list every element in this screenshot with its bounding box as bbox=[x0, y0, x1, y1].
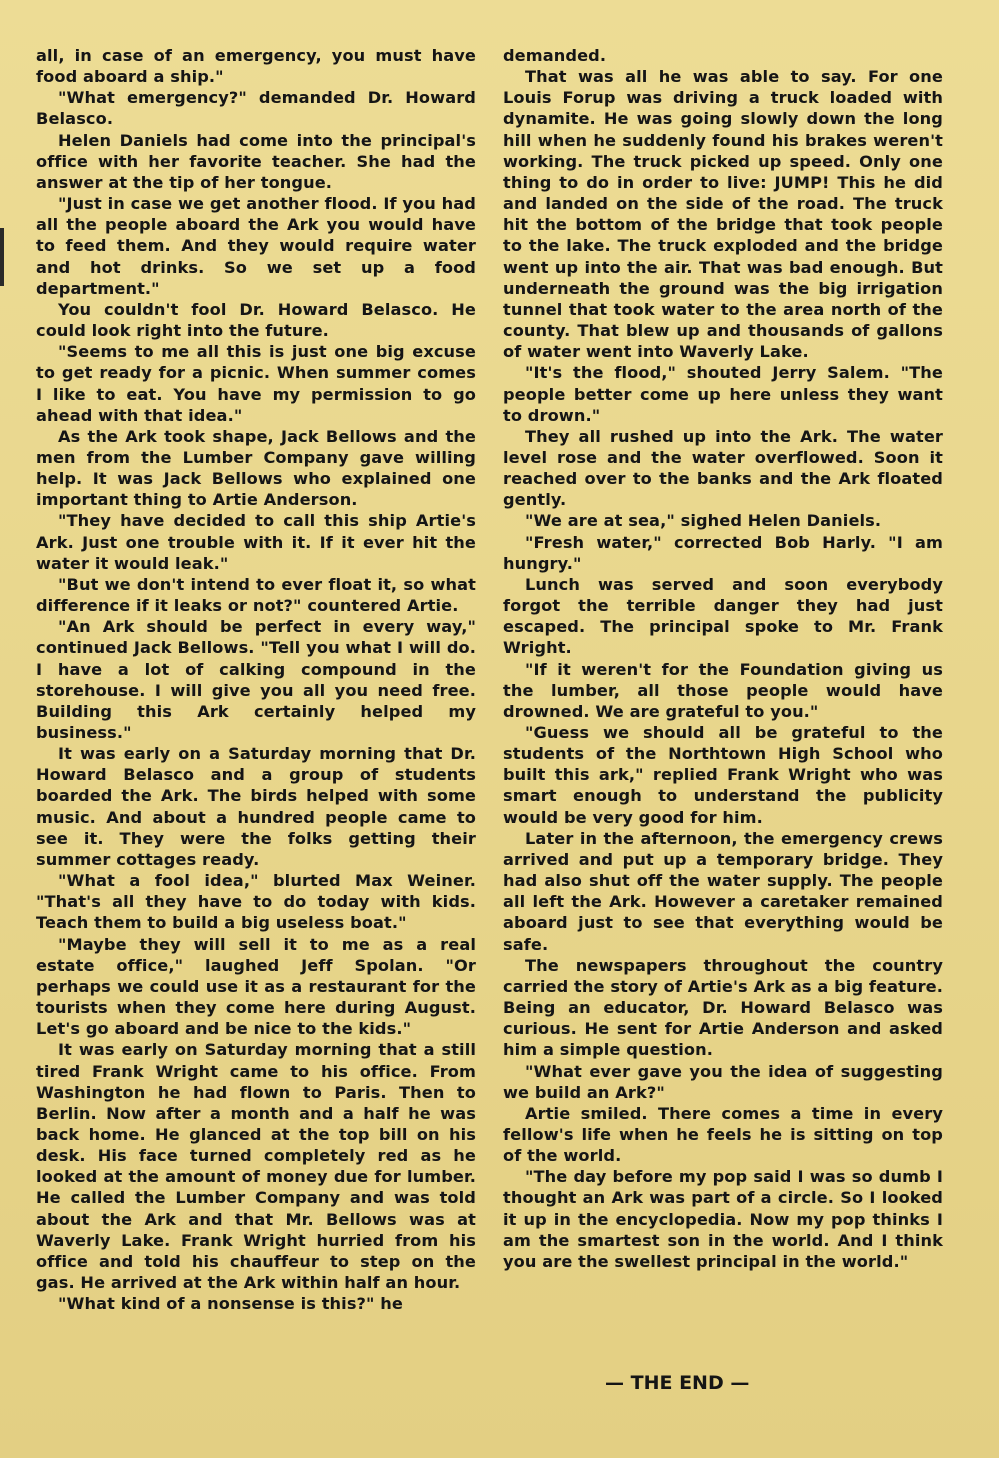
paragraph: "It's the flood," shouted Jerry Salem. "The people better come up here unless they want to drown." bbox=[503, 363, 943, 425]
paragraph: As the Ark took shape, Jack Bellows and the men from the Lumber Company gave willing help. It was Jack Bellows who explained one important thing to Artie Anderson. bbox=[36, 426, 476, 510]
paragraph: Helen Daniels had come into the principal's office with her favorite teacher. She had the answer at the tip of her tongue. bbox=[36, 130, 476, 192]
paragraph: "An Ark should be perfect in every way," continued Jack Bellows. "Tell you what I will do. I have a lot of calking compound in the storehouse. I will give you all you need free. Building this Ark certainly helped my business." bbox=[36, 617, 476, 742]
paragraph: Artie smiled. There comes a time in every fellow's life when he feels he is sitting on top of the world. bbox=[503, 1103, 943, 1166]
paragraph: "But we don't intend to ever float it, so what difference if it leaks or not?" countered Artie. bbox=[36, 574, 476, 616]
paragraph: You couldn't fool Dr. Howard Belasco. He could look right into the future. bbox=[36, 299, 476, 341]
paragraph: "We are at sea," sighed Helen Daniels. bbox=[525, 511, 882, 531]
paragraph: Later in the afternoon, the emergency crews arrived and put up a temporary bridge. They had also shut off the water supply. The people all left the Ark. However a caretaker remained aboard just to see that everything would be safe. bbox=[503, 828, 943, 954]
paragraph: "Seems to me all this is just one big excuse to get ready for a picnic. When summer comes I like to eat. You have my permission to go ahead with that idea." bbox=[36, 342, 476, 425]
paragraph: "Fresh water," corrected Bob Harly. "I am hungry." bbox=[503, 532, 943, 573]
paragraph: "What kind of a nonsense is this?" he bbox=[58, 1294, 404, 1314]
right-column bbox=[503, 45, 943, 1272]
paragraph: "Guess we should all be grateful to the students of the Northtown High School who built this ark," replied Frank Wright who was smart enough to understand the publicity would be very good for him. bbox=[503, 723, 943, 827]
paragraph: It was early on a Saturday morning that Dr. Howard Belasco and a group of students boarded the Ark. The birds helped with some music. And about a hundred people came to see it. They were the folks getting their summer cottages ready. bbox=[36, 744, 476, 869]
paragraph: "They have decided to call this ship Artie's Ark. Just one trouble with it. If it ever hit the water it would leak." bbox=[36, 511, 476, 573]
paragraph: demanded. bbox=[503, 46, 607, 65]
paragraph: "Maybe they will sell it to me as a real estate office," laughed Jeff Spolan. "Or perhaps we could use it as a restaurant for the tourists when they come here during August. Let's go aboard and be nice to the kids." bbox=[36, 934, 476, 1039]
paragraph: "Just in case we get another flood. If you had all the people aboard the Ark you would have to feed them. And they would require water and hot drinks. So we set up a food department." bbox=[36, 194, 476, 298]
the-end-label: — THE END — bbox=[605, 1372, 750, 1394]
left-column bbox=[36, 45, 476, 1314]
binding-mark bbox=[0, 228, 4, 286]
paragraph: Lunch was served and soon everybody forgot the terrible danger they had just escaped. The principal spoke to Mr. Frank Wright. bbox=[503, 574, 943, 658]
paragraph: They all rushed up into the Ark. The water level rose and the water overflowed. Soon it reached over to the banks and the Ark floated gently. bbox=[503, 426, 943, 510]
paragraph: It was early on Saturday morning that a still tired Frank Wright came to his office. From Washington he had flown to Paris. Then to Berlin. Now after a month and a half he was back home. He glanced at the top bill on his desk. His face turned completely red as he looked at the amount of money due for lumber. He called the Lumber Company and was told about the Ark and that Mr. Bellows was at Waverly Lake. Frank Wright hurried from his office and told his chauffeur to step on the gas. He arrived at the Ark within half an hour. bbox=[36, 1040, 476, 1293]
paragraph: "What ever gave you the idea of suggesting we build an Ark?" bbox=[503, 1061, 943, 1102]
paragraph: "If it weren't for the Foundation giving us the lumber, all those people would have drowned. We are grateful to you." bbox=[503, 659, 943, 721]
paragraph: The newspapers throughout the country carried the story of Artie's Ark as a big feature. Being an educator, Dr. Howard Belasco was curious. He sent for Artie Anderson and asked him a simple question. bbox=[503, 955, 943, 1060]
paragraph: all, in case of an emergency, you must have food aboard a ship." bbox=[36, 46, 476, 87]
paragraph: That was all he was able to say. For one Louis Forup was driving a truck loaded with dynamite. He was going slowly down the long hill when he suddenly found his brakes weren't working. The truck picked up speed. Only one thing to do in order to live: JUMP! This he did and landed on the side of the road. The truck hit the bottom of the bridge that took people to the lake. The truck exploded and the bridge went up into the air. That was bad enough. But underneath the ground was the big irrigation tunnel that took water to the area north of the county. That blew up and thousands of gallons of water went into Waverly Lake. bbox=[503, 67, 943, 362]
paragraph: "The day before my pop said I was so dumb I thought an Ark was part of a circle. So I looked it up in the encyclopedia. Now my pop thinks I am the smartest son in the world. And I think you are the swellest principal in the world." bbox=[503, 1167, 943, 1271]
paragraph: "What emergency?" demanded Dr. Howard Belasco. bbox=[36, 88, 476, 129]
paragraph: "What a fool idea," blurted Max Weiner. "That's all they have to do today with kids. Teach them to build a big useless boat." bbox=[36, 871, 476, 933]
